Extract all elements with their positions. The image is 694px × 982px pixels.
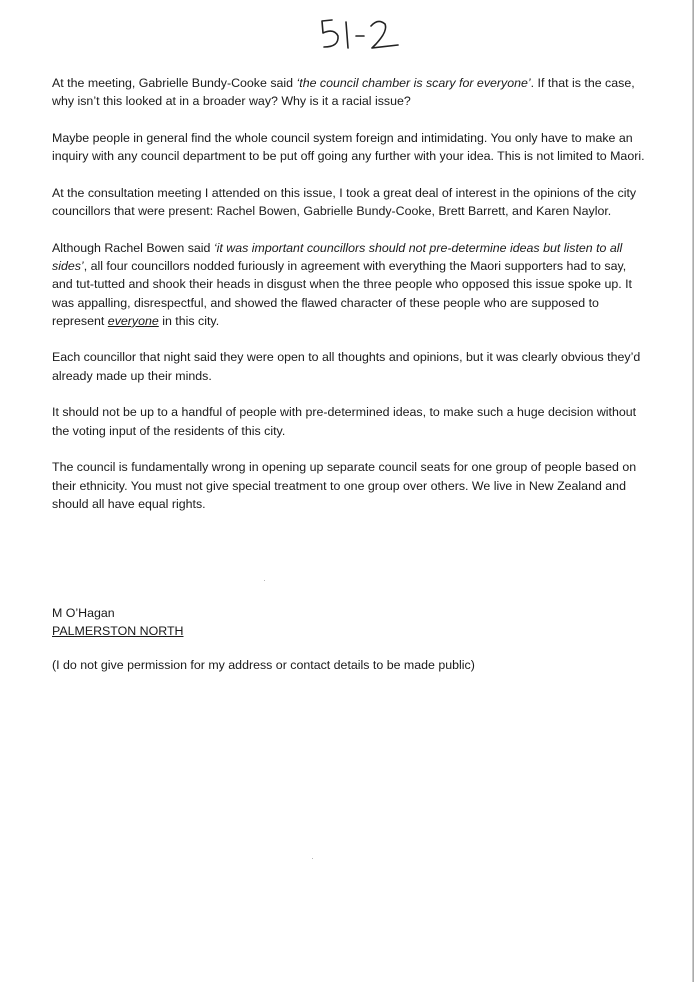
paragraph-1-quote: ‘the council chamber is scary for everyone’ — [296, 76, 531, 90]
privacy-disclaimer: (I do not give permission for my address or contact details to be made public) — [52, 658, 475, 672]
paragraph-4 — [52, 239, 650, 330]
paragraph-7: The council is fundamentally wrong in opening up separate council seats for one group of people based on their ethnicity. You must not give special treatment to one group over others. We live in New Zealand and should all have equal rights. — [52, 460, 637, 511]
paragraph-4-emphasis: everyone — [107, 313, 159, 328]
paragraph-1-text-end: . If that is the case, why isn’t this looked at in a broader way? Why is it a racial issue? — [52, 76, 635, 109]
paragraph-4-text: Although Rachel Bowen said — [52, 240, 214, 255]
scan-speck — [312, 858, 313, 859]
letter-body — [52, 74, 650, 531]
paragraph-1-text: At the meeting, Gabrielle Bundy-Cooke said — [52, 76, 297, 90]
paragraph-6: It should not be up to a handful of people with pre-determined ideas, to make such a huge decision without the voting input of the residents of this city. — [52, 405, 637, 438]
paragraph-5: Each councillor that night said they were open to all thoughts and opinions, but it was clearly obvious they’d already made up their minds. — [52, 350, 641, 383]
scan-speck — [264, 580, 265, 581]
paragraph-4-quote: ‘it was important councillors should not pre-determine ideas but listen to all sides’ — [52, 240, 623, 273]
paragraph-4-text-middle: , all four councillors nodded furiously in agreement with everything the Maori supporters had to say, and tut-tutted and shook their heads in disgust when the three people who opposed this issue spoke up. It was appalling, disrespectful, and showed the flawed character of these people who are supposed to represent — [52, 258, 632, 328]
paragraph-3: At the consultation meeting I attended on this issue, I took a great deal of interest in the opinions of the city councillors that were present: Rachel Bowen, Gabrielle Bundy-Cooke, Brett Barrett, and Karen Naylor. — [52, 185, 637, 219]
handwritten-reference-number — [318, 14, 408, 54]
signature-location: PALMERSTON NORTH — [52, 624, 184, 639]
signature-name: M O’Hagan — [52, 606, 115, 620]
paragraph-4-text-end: in this city. — [158, 313, 220, 328]
signature-block — [52, 604, 184, 641]
paragraph-2: Maybe people in general find the whole council system foreign and intimidating. You only have to make an inquiry with any council department to be put off going any further with your idea. This is not limited to Maori. — [52, 130, 645, 164]
paragraph-1 — [52, 74, 650, 111]
